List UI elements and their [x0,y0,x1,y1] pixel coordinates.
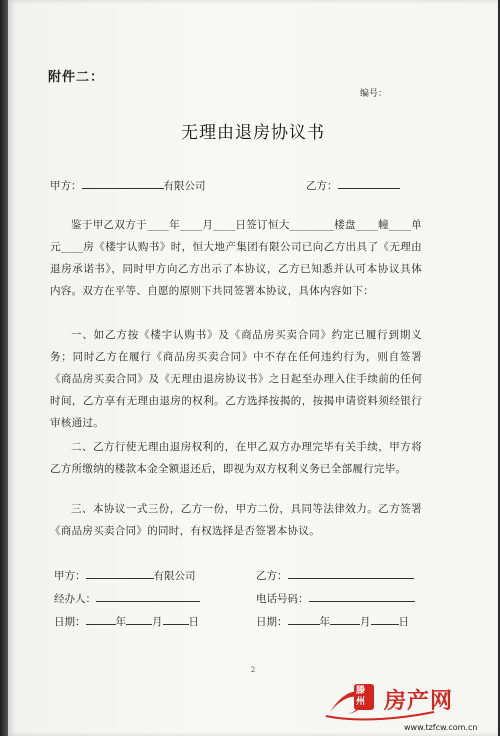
sig-date-a-label: 日期： [54,616,86,628]
sig-party-b [256,566,414,583]
clause-1-paragraph: 一、如乙方按《楼宇认购书》及《商品房买卖合同》约定已履行到期义务；同时乙方在履行《商品房买卖合同》中不存在任何违约行为，则自签署《商品房买卖合同》及《无理由退房协议书》之日起至办理入住手续前的任何时间，乙方享有无理由退房的权利。乙方选择按揭的，按揭申请资料须经银行审核通过。 [50,329,422,429]
date-a-day-blank [163,612,189,625]
date-a-year-blank [86,612,116,625]
sig-phone-blank [309,589,415,602]
party-b-label: 乙方： [306,180,338,192]
date-b-day-blank [371,612,399,625]
paper-edge-shadow [0,0,8,736]
sig-party-a-label: 甲方： [54,570,86,582]
sig-phone [256,589,415,606]
sig-party-b-blank [288,566,414,579]
date-a-day: 日 [188,616,199,628]
date-a-year: 年 [115,616,126,628]
party-a-label: 甲方： [50,180,82,192]
document-page [8,0,498,736]
watermark-url: www.tzfcw.com.cn [404,723,478,732]
sig-date-a [54,612,199,629]
watermark-city: 滕州 [356,686,366,707]
clause-3-paragraph: 三、本协议一式三份，乙方一份，甲方二份，具同等法律效力。乙方签署《商品房买卖合同》的同时，有权选择是否签署本协议。 [50,503,422,537]
party-b-line [306,176,400,193]
page-number: 2 [250,666,256,674]
number-label: 编号： [360,89,388,99]
sig-phone-label: 电话号码： [256,593,309,605]
document-title: 无理由退房协议书 [181,123,325,143]
preamble-paragraph: 鉴于甲乙双方于____年____月____日签订恒大________楼盘____幢____单元____房《楼宇认购书》时，恒大地产集团有限公司已向乙方出具了《无理由退房承诺书》，同时甲方向乙方出示了本协议，乙方已知悉并认可本协议具体内容。双方在平等、自愿的原则下共同签署本协议，具体内容如下： [50,219,422,297]
date-b-day: 日 [398,616,409,628]
date-a-month-blank [126,612,152,625]
date-b-month: 月 [360,616,371,628]
watermark-brand: 房产网 [384,689,454,714]
date-b-month-blank [330,612,360,625]
date-a-month: 月 [152,616,163,628]
sig-agent-blank [96,589,200,602]
party-a-blank [82,176,164,189]
sig-party-a-blank [86,566,154,579]
clause-2-paragraph: 二、乙方行使无理由退房权利的，在甲乙双方办理完毕有关手续，甲方将乙方所缴纳的楼款本金全额退还后，即视为双方权利义务已全部履行完毕。 [50,441,422,475]
sig-date-b-label: 日期： [256,616,288,628]
sig-agent [54,589,200,606]
sig-party-a-suffix: 有限公司 [153,570,196,582]
date-b-year: 年 [319,616,330,628]
attachment-label: 附件二： [48,70,105,85]
date-b-year-blank [288,612,320,625]
party-a-suffix: 有限公司 [163,180,206,192]
sig-party-a [54,566,196,583]
party-a-line [50,176,206,193]
party-b-blank [338,176,400,189]
sig-agent-label: 经办人： [54,593,96,605]
sig-date-b [256,612,409,629]
sig-party-b-label: 乙方： [256,570,288,582]
